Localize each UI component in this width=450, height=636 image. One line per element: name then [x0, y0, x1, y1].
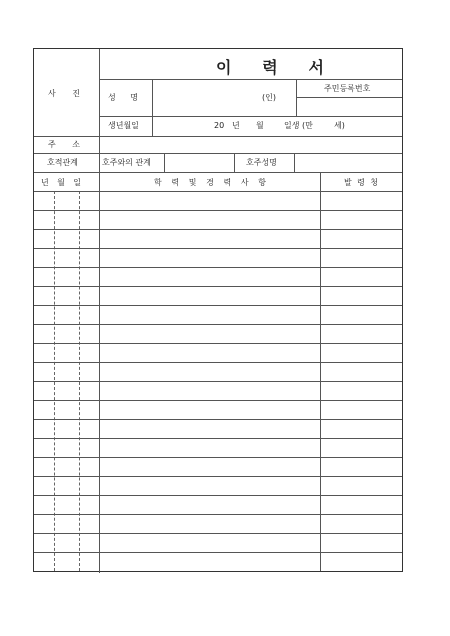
table-row [34, 533, 402, 552]
month-cell[interactable] [54, 324, 79, 343]
history-cell[interactable] [99, 362, 320, 381]
year-cell[interactable] [34, 552, 54, 571]
day-cell[interactable] [79, 229, 99, 248]
day-cell[interactable] [79, 400, 99, 419]
table-row [34, 381, 402, 400]
issuer-cell[interactable] [320, 533, 402, 552]
day-cell[interactable] [79, 343, 99, 362]
history-cell[interactable] [99, 229, 320, 248]
issuer-cell[interactable] [320, 552, 402, 571]
resume-form [33, 48, 403, 572]
day-cell[interactable] [79, 305, 99, 324]
history-cell[interactable] [99, 267, 320, 286]
relation-divider-2 [164, 153, 165, 172]
table-row [34, 438, 402, 457]
year-cell[interactable] [34, 229, 54, 248]
table-row [34, 324, 402, 343]
issuer-cell[interactable] [320, 305, 402, 324]
history-cell[interactable] [99, 438, 320, 457]
head-name-label: 호주성명 [246, 158, 277, 167]
birth-date-day-age: 일생 (만 [284, 121, 313, 130]
history-cell[interactable] [99, 191, 320, 210]
year-cell[interactable] [34, 533, 54, 552]
issuer-column-header: 발 령 청 [344, 178, 378, 187]
relation-row-top [34, 153, 402, 154]
history-column-header: 학 력 및 경 력 사 항 [154, 178, 266, 187]
table-row [34, 400, 402, 419]
birth-date-month: 월 [256, 121, 264, 130]
year-cell[interactable] [34, 324, 54, 343]
day-cell[interactable] [79, 419, 99, 438]
date-column-header: 년 월 일 [41, 178, 81, 187]
resident-field-line [296, 97, 402, 98]
history-cell[interactable] [99, 533, 320, 552]
year-cell[interactable] [34, 267, 54, 286]
month-cell[interactable] [54, 438, 79, 457]
table-row [34, 457, 402, 476]
address-label: 주 소 [48, 140, 80, 149]
birth-date-age-suffix: 세) [334, 121, 345, 130]
relation-to-head-field[interactable] [164, 154, 234, 172]
history-cell[interactable] [99, 552, 320, 571]
history-cell[interactable] [99, 286, 320, 305]
relation-to-head-label: 호주와의 관계 [102, 158, 151, 167]
history-cell[interactable] [99, 305, 320, 324]
title-divider [99, 79, 402, 80]
month-cell[interactable] [54, 495, 79, 514]
month-cell[interactable] [54, 248, 79, 267]
issuer-cell[interactable] [320, 381, 402, 400]
day-cell[interactable] [79, 552, 99, 571]
history-cell[interactable] [99, 476, 320, 495]
issuer-cell[interactable] [320, 248, 402, 267]
history-cell[interactable] [99, 419, 320, 438]
photo-label: 사 진 [48, 89, 80, 98]
month-cell[interactable] [54, 552, 79, 571]
relation-divider-4 [294, 153, 295, 172]
issuer-cell[interactable] [320, 362, 402, 381]
table-row [34, 210, 402, 229]
address-field[interactable] [100, 136, 402, 154]
year-cell[interactable] [34, 286, 54, 305]
month-cell[interactable] [54, 305, 79, 324]
issuer-cell[interactable] [320, 514, 402, 533]
year-cell[interactable] [34, 476, 54, 495]
month-cell[interactable] [54, 267, 79, 286]
name-label-divider [152, 79, 153, 136]
table-row [34, 419, 402, 438]
year-cell[interactable] [34, 248, 54, 267]
table-row [34, 552, 402, 571]
year-cell[interactable] [34, 305, 54, 324]
head-name-field[interactable] [294, 154, 402, 172]
table-row [34, 286, 402, 305]
day-cell[interactable] [79, 495, 99, 514]
day-cell[interactable] [79, 438, 99, 457]
year-cell[interactable] [34, 457, 54, 476]
table-row [34, 248, 402, 267]
issuer-cell[interactable] [320, 191, 402, 210]
month-cell[interactable] [54, 210, 79, 229]
history-cell[interactable] [99, 514, 320, 533]
form-title: 이 력 서 [216, 58, 326, 77]
issuer-cell[interactable] [320, 229, 402, 248]
issuer-cell[interactable] [320, 438, 402, 457]
month-cell[interactable] [54, 476, 79, 495]
day-cell[interactable] [79, 514, 99, 533]
name-label: 성 명 [108, 93, 138, 102]
month-cell[interactable] [54, 381, 79, 400]
table-row [34, 305, 402, 324]
history-cell[interactable] [99, 400, 320, 419]
day-cell[interactable] [79, 248, 99, 267]
month-cell[interactable] [54, 362, 79, 381]
table-row [34, 362, 402, 381]
issuer-cell[interactable] [320, 400, 402, 419]
seal-mark: (인) [262, 93, 276, 102]
day-cell[interactable] [79, 362, 99, 381]
month-cell[interactable] [54, 533, 79, 552]
year-cell[interactable] [34, 343, 54, 362]
month-cell[interactable] [54, 191, 79, 210]
year-cell[interactable] [34, 362, 54, 381]
day-cell[interactable] [79, 267, 99, 286]
table-row [34, 267, 402, 286]
day-cell[interactable] [79, 324, 99, 343]
resident-number-field[interactable] [296, 99, 402, 117]
year-cell[interactable] [34, 210, 54, 229]
photo-divider [99, 49, 100, 136]
table-row [34, 495, 402, 514]
issuer-cell[interactable] [320, 210, 402, 229]
table-row [34, 476, 402, 495]
birth-row-top [99, 116, 402, 117]
birth-date-label: 생년월일 [108, 121, 139, 130]
relation-divider-3 [234, 153, 235, 172]
month-cell[interactable] [54, 400, 79, 419]
issuer-cell[interactable] [320, 476, 402, 495]
history-cell[interactable] [99, 343, 320, 362]
year-cell[interactable] [34, 381, 54, 400]
issuer-cell[interactable] [320, 286, 402, 305]
day-cell[interactable] [79, 381, 99, 400]
birth-date-year-prefix: 20 [214, 121, 225, 130]
month-cell[interactable] [54, 514, 79, 533]
year-cell[interactable] [34, 419, 54, 438]
history-cell[interactable] [99, 324, 320, 343]
birth-date-year: 년 [232, 121, 240, 130]
day-cell[interactable] [79, 210, 99, 229]
issuer-cell[interactable] [320, 343, 402, 362]
table-header-top [34, 172, 402, 173]
history-cell[interactable] [99, 248, 320, 267]
issuer-cell[interactable] [320, 457, 402, 476]
table-row [34, 514, 402, 533]
day-cell[interactable] [79, 191, 99, 210]
history-cell[interactable] [99, 210, 320, 229]
family-relation-label: 호적관계 [47, 158, 78, 167]
table-row [34, 229, 402, 248]
resident-number-label: 주민등록번호 [324, 84, 371, 93]
year-cell[interactable] [34, 495, 54, 514]
history-cell[interactable] [99, 457, 320, 476]
issuer-cell[interactable] [320, 419, 402, 438]
month-cell[interactable] [54, 457, 79, 476]
day-cell[interactable] [79, 476, 99, 495]
history-cell[interactable] [99, 381, 320, 400]
issuer-cell[interactable] [320, 324, 402, 343]
year-cell[interactable] [34, 400, 54, 419]
day-cell[interactable] [79, 457, 99, 476]
month-cell[interactable] [54, 229, 79, 248]
year-cell[interactable] [34, 438, 54, 457]
issuer-cell[interactable] [320, 495, 402, 514]
month-cell[interactable] [54, 419, 79, 438]
address-row-top [34, 136, 402, 137]
day-cell[interactable] [79, 533, 99, 552]
table-row [34, 343, 402, 362]
month-cell[interactable] [54, 343, 79, 362]
day-cell[interactable] [79, 286, 99, 305]
year-cell[interactable] [34, 514, 54, 533]
year-cell[interactable] [34, 191, 54, 210]
month-cell[interactable] [54, 286, 79, 305]
issuer-cell[interactable] [320, 267, 402, 286]
history-cell[interactable] [99, 495, 320, 514]
table-row [34, 191, 402, 210]
